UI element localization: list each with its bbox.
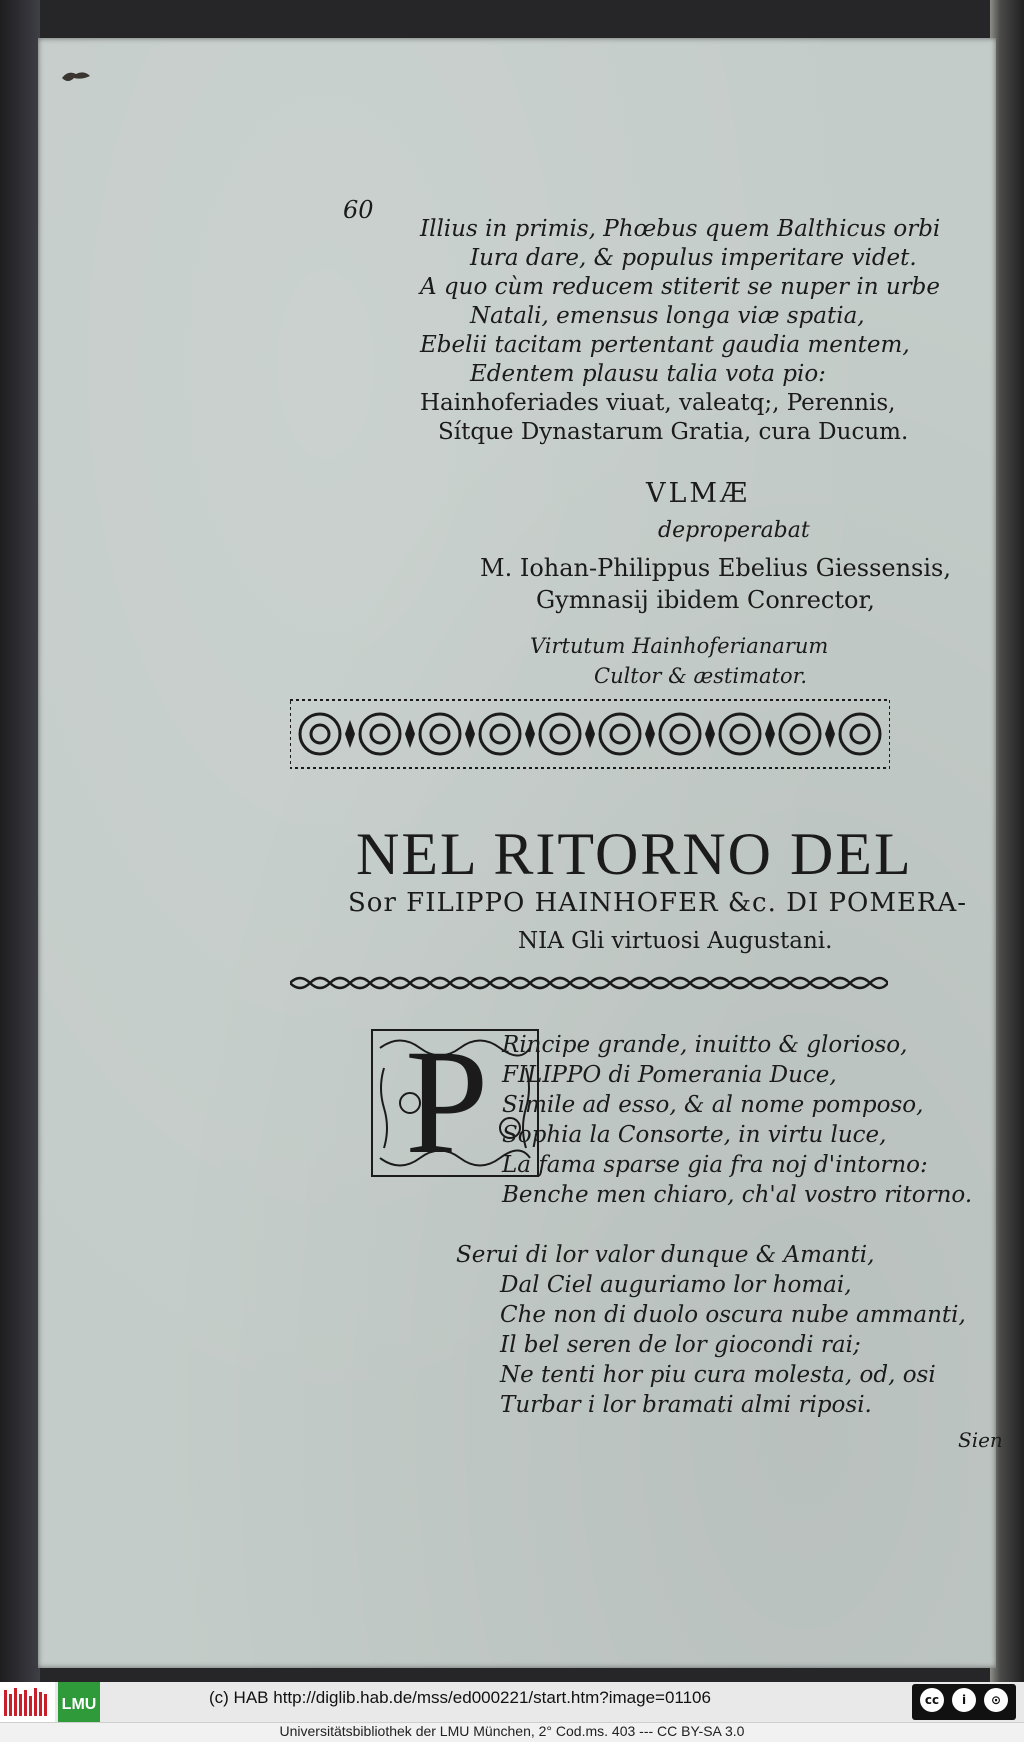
ink-blot-mark xyxy=(60,68,94,88)
by-icon: i xyxy=(952,1688,976,1712)
poem-subtitle: NIA Gli virtuosi Augustani. xyxy=(518,928,833,954)
italian-verse-line: Ne tenti hor piu cura molesta, od, osi xyxy=(500,1362,936,1388)
credit-link[interactable]: (c) HAB http://diglib.hab.de/mss/ed000221/start.htm?image=01106 xyxy=(209,1688,711,1707)
signature-verb: deproperabat xyxy=(658,518,810,543)
lmu-logo: LMU xyxy=(58,1682,100,1722)
latin-verse-line: A quo cùm reducem stiterit se nuper in urbe xyxy=(420,274,940,300)
italian-verse-line: La fama sparse gia fra noj d'intorno: xyxy=(502,1152,928,1178)
poem-title: NEL RITORNO DEL xyxy=(356,821,913,887)
italian-verse-line: Dal Ciel auguriamo lor homai, xyxy=(500,1272,852,1298)
italian-verse-line: FILIPPO di Pomerania Duce, xyxy=(502,1062,837,1088)
latin-verse-line: Ebelii tacitam pertentant gaudia mentem, xyxy=(420,332,910,358)
signature-author: M. Iohan-Philippus Ebelius Giessensis, xyxy=(480,554,951,582)
page-number: 60 xyxy=(343,196,374,224)
book-gutter-left xyxy=(0,0,40,1682)
signature-office: Gymnasij ibidem Conrector, xyxy=(536,586,875,614)
sa-icon: ⊙ xyxy=(984,1688,1008,1712)
license-meta: Universitätsbibliothek der LMU München, 2° Cod.ms. 403 --- CC BY-SA 3.0 xyxy=(279,1723,745,1739)
poem-subtitle: Sor FILIPPO HAINHOFER &c. DI POMERA- xyxy=(348,888,968,918)
signature-epithet: Virtutum Hainhoferianarum xyxy=(530,634,829,658)
latin-verse-line: Hainhoferiades viuat, valeatq;, Perennis, xyxy=(420,390,896,416)
manuscript-page xyxy=(38,38,1003,1668)
latin-verse-line: Sítque Dynastarum Gratia, cura Ducum. xyxy=(438,419,909,445)
italian-verse-line: Che non di duolo oscura nube ammanti, xyxy=(500,1302,966,1328)
italian-verse-line: Serui di lor valor dunque & Amanti, xyxy=(456,1242,875,1268)
italian-verse-line: Rincipe grande, inuitto & glorioso, xyxy=(502,1032,908,1058)
ornamental-border-band xyxy=(290,694,890,774)
signature-epithet: Cultor & æstimator. xyxy=(594,664,808,688)
cc-icon: cc xyxy=(920,1688,944,1712)
latin-verse-line: Illius in primis, Phœbus quem Balthicus orbi xyxy=(420,216,941,242)
italian-verse-line: Turbar i lor bramati almi riposi. xyxy=(500,1392,872,1418)
italian-verse-line: Sophia la Consorte, in virtu luce, xyxy=(502,1122,887,1148)
italian-verse-line: Il bel seren de lor giocondi rai; xyxy=(500,1332,861,1358)
latin-verse-line: Iura dare, & populus imperitare videt. xyxy=(470,245,917,271)
credit-bar xyxy=(0,1682,1024,1723)
italian-verse-line: Benche men chiaro, ch'al vostro ritorno. xyxy=(502,1182,973,1208)
cc-license-badge[interactable] xyxy=(912,1684,1016,1720)
viewer-footer xyxy=(0,1682,1024,1742)
decorative-rule xyxy=(290,972,888,994)
italian-verse-line: Simile ad esso, & al nome pomposo, xyxy=(502,1092,924,1118)
dropcap-letter: P xyxy=(405,1019,489,1185)
latin-verse-line: Natali, emensus longa viæ spatia, xyxy=(470,303,865,329)
signature-place: VLMÆ xyxy=(646,478,751,509)
catchword: Sien xyxy=(958,1428,1003,1452)
latin-verse-line: Edentem plausu talia vota pio: xyxy=(470,361,826,387)
